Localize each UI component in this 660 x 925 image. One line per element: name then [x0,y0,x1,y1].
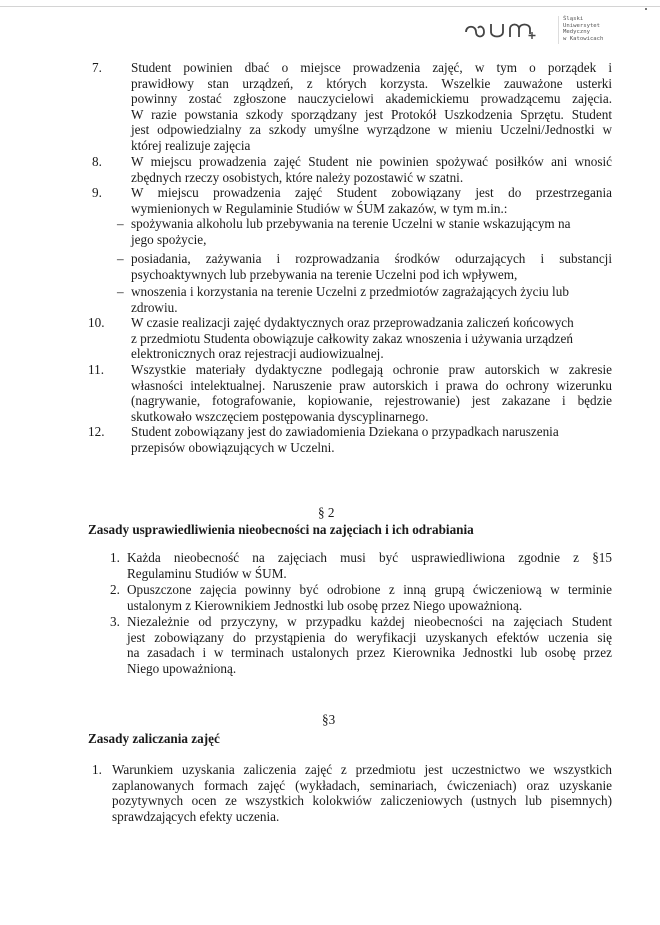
text-line: z przedmiotu Studenta obowiązuje całkowity zakaz wnoszenia i używania urządzeń [131,330,573,346]
section-2-symbol: § 2 [318,505,335,520]
list-item-7 [131,60,612,154]
text-line: jego spożycie, [131,231,207,247]
text-line: posiadania, zażywania i rozprowadzania środków odurzających i substancji [131,251,612,266]
list-item-11 [131,362,612,424]
bullet-dash: – [117,284,124,299]
text-line: Student powinien dbać o miejsce prowadzenia zajęć, w tym o porządek i [131,60,612,75]
text-line: Każda nieobecność na zajęciach musi być usprawiedliwiona zgodnie z §15 [127,550,612,565]
logo-text-line: Uniwersytet [563,22,601,29]
text-line: pozytywnych ocen ze wszystkich kolokwiów zaliczeniowych (ustnych lub pisemnych) [112,793,612,809]
section-2-title: Zasady usprawiedliwienia nieobecności na zajęciach i ich odrabiania [88,522,474,537]
sum-logo-icon [462,16,554,42]
text-line: ustalonym z Kierownikiem Jednostki lub osobę przez Niego upoważnioną. [127,597,523,613]
list-item-10 [131,315,612,362]
list-item-number: 3. [110,614,120,629]
list-item-number: 1. [92,762,102,777]
list-item-12 [131,424,612,455]
list-item-number: 1. [110,550,120,565]
text-line: której realizuje zajęcia [131,137,251,153]
text-line: Niego upoważnioną. [127,660,237,676]
text-line: zbędnych rzeczy osobistych, które należy pozostawić w szatni. [131,169,464,185]
text-line: wnoszenia i korzystania na terenie Uczelni z przedmiotów zagrażających życiu lub [131,284,569,299]
text-line: na zasadach i w terminach ustalonych przez Kierownika Jednostki lub osobę przez [127,645,612,661]
text-line: Warunkiem uzyskania zaliczenia zajęć z przedmiotu jest uczestnictwo we wszystkich [112,762,612,777]
logo-text-line: Śląski [563,16,584,22]
text-line: W miejscu prowadzenia zajęć Student zobowiązany jest do przestrzegania [131,185,612,200]
text-line: zaplanowanych formach zajęć (wykładach, seminariach, ćwiczeniach) oraz uzyskanie [112,777,612,793]
sub-list-item [131,284,612,315]
text-line: elektronicznych oraz rejestracji audiowizualnej. [131,346,384,362]
text-line: spożywania alkoholu lub przebywania na terenie Uczelni w stanie wskazującym na [131,216,571,231]
text-line: zdrowiu. [131,299,178,315]
text-line: Student zobowiązany jest do zawiadomienia Dziekana o przypadkach naruszenia [131,424,559,439]
logo-text-line: w Katowicach [563,35,604,42]
list-item-number: 2. [110,582,120,597]
text-line: W czasie realizacji zajęć dydaktycznych oraz przeprowadzania zaliczeń końcowych [131,315,574,330]
section-3-title: Zasady zaliczania zajęć [88,731,220,746]
text-line: Regulaminu Studiów w ŚUM. [127,565,287,581]
university-logo [462,14,622,46]
s2-list-item-3 [127,614,612,676]
text-line: W miejscu prowadzenia zajęć Student nie powinien spożywać posiłków ani wnosić [131,154,612,169]
list-item-number: 11. [88,362,104,377]
list-item-8 [131,154,612,185]
text-line: prawidłowy stan urządzeń, z których korzysta. Wszelkie zauważone usterki [131,75,612,91]
text-line: jest zobowiązany do przystąpienia do weryfikacji uzyskanych efektów uczenia się [127,629,612,645]
s2-list-item-2 [127,582,612,613]
s2-list-item-1 [127,550,612,581]
text-line: Niezależnie od przyczyny, w przypadku każdej nieobecności na zajęciach Student [127,614,612,629]
list-item-number: 7. [92,60,102,75]
list-item-number: 9. [92,185,102,200]
sub-list-item [131,251,612,282]
page-top-edge [0,6,660,7]
list-item-number: 12. [88,424,105,439]
s3-list-item-1 [112,762,612,824]
logo-separator [558,16,559,44]
list-item-number: 10. [88,315,105,330]
text-line: psychoaktywnych lub przebywania na terenie Uczelni pod ich wpływem, [131,266,518,282]
logo-text [563,16,603,42]
text-line: Wszystkie materiały dydaktyczne podlegają ochronie praw autorskich w zakresie [131,362,612,377]
text-line: powinny zostać zgłoszone nauczycielowi akademickiemu prowadzącemu zajęcia. [131,91,612,107]
text-line: wymienionych w Regulaminie Studiów w ŚUM zakazów, w tym m.in.: [131,200,508,216]
logo-text-line: Medyczny [563,29,590,36]
text-line: Opuszczone zajęcia powinny być odrobione z inną grupą ćwiczeniową w terminie [127,582,612,597]
list-item-number: 8. [92,154,102,169]
sub-list-item [131,216,612,247]
text-line: jest odpowiedzialny za szkody umyślne wyrządzone w mieniu Uczelni/Jednostki w [131,122,612,138]
text-line: W razie powstania szkody sporządzany jest Protokół Uszkodzenia Sprzętu. Student [131,106,612,122]
list-item-9 [131,185,612,216]
scan-mark [645,8,647,10]
text-line: własności intelektualnej. Naruszenie praw autorskich i prawa do ochrony wizerunku [131,377,612,393]
text-line: (nagrywanie, fotografowanie, kopiowanie, rejestrowanie) jest zakazane i będzie [131,393,612,409]
section-3-symbol: §3 [322,712,336,727]
bullet-dash: – [117,216,124,231]
bullet-dash: – [117,251,124,266]
text-line: przepisów obowiązujących w Uczelni. [131,439,335,455]
text-line: sprawdzających efekty uczenia. [112,808,280,824]
text-line: skutkowało wszczęciem postępowania dyscyplinarnego. [131,408,429,424]
